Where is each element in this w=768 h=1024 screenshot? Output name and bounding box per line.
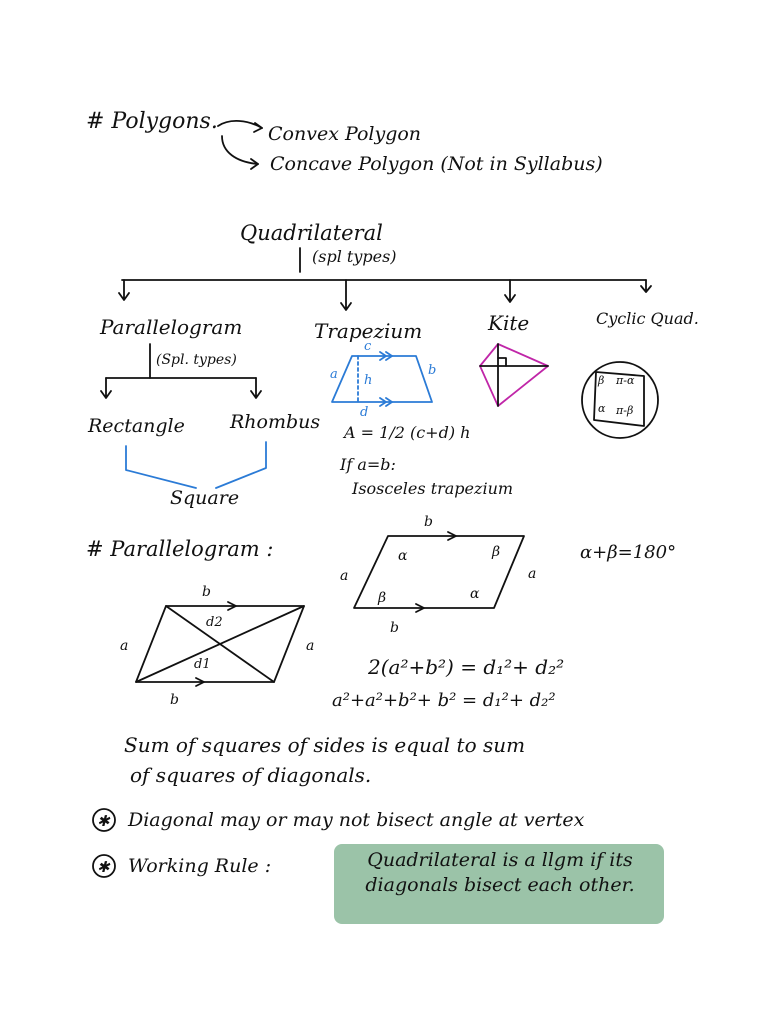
pgd-right-label: a (306, 638, 315, 654)
label-d1: d1 (194, 657, 211, 672)
working-rule-label: Working Rule : (128, 855, 272, 877)
isosceles-trapezium-label: Isosceles trapezium (352, 479, 514, 498)
merge-line-right (216, 442, 266, 488)
parallelogram-heading: # Parallelogram : (86, 537, 274, 561)
statement-line-2: of squares of diagonals. (130, 763, 372, 787)
cyclic-angle-alpha: α (598, 402, 606, 415)
trap-label-h: h (364, 373, 373, 388)
pgd-top-label: b (202, 584, 211, 600)
branch-down-arrow (251, 378, 261, 398)
type-kite: Kite (488, 311, 530, 335)
branch-down-arrow (505, 280, 515, 302)
label-d2: d2 (206, 615, 223, 630)
cyclic-angle-pi-alpha: π-α (616, 374, 635, 387)
quadrilateral-subtitle: (spl types) (312, 247, 397, 266)
rectangle-label: Rectangle (88, 415, 185, 437)
kite-shape (480, 344, 548, 406)
spl-types-label: (Spl. types) (156, 352, 237, 368)
branch-down-arrow (341, 280, 351, 310)
type-cyclic-quad: Cyclic Quad. (596, 309, 699, 328)
trapezium-shape (332, 356, 432, 402)
pg-right-label: a (528, 566, 537, 582)
type-parallelogram: Parallelogram (100, 315, 243, 339)
trapezium-condition: If a=b: (340, 455, 396, 474)
trap-label-c: c (364, 339, 372, 354)
pg-angle-beta-top: β (492, 544, 501, 560)
branch-down-arrow (641, 280, 651, 292)
merge-line-left (126, 446, 196, 488)
pg-bottom-label: b (390, 620, 399, 636)
quadrilateral-title: Quadrilateral (240, 221, 383, 245)
trap-label-d: d (360, 405, 369, 420)
cyclic-angle-pi-beta: π-β (616, 404, 634, 417)
pg-angle-alpha-bottom: α (470, 586, 480, 602)
formula-expanded: a²+a²+b²+ b² = d₁²+ d₂² (332, 690, 556, 711)
pgd-bottom-label: b (170, 692, 179, 708)
trap-label-b: b (428, 363, 437, 378)
formula-diagonal-sum: 2(a²+b²) = d₁²+ d₂² (368, 655, 565, 679)
polygons-heading: # Polygons. (86, 109, 218, 134)
pg-angle-alpha-top: α (398, 548, 408, 564)
bullet-diagonal-angle: Diagonal may or may not bisect angle at vertex (128, 809, 585, 831)
rhombus-label: Rhombus (230, 411, 321, 433)
pgd-left-label: a (120, 638, 129, 654)
bullet-star-glyph: ✱ (97, 858, 110, 876)
branch-down-arrow (101, 378, 111, 398)
type-trapezium: Trapezium (314, 319, 423, 343)
working-rule-text: Quadrilateral is a llgm if its diagonals bisect each other. (365, 849, 635, 896)
bullet-star-glyph: ✱ (97, 812, 110, 830)
cyclic-angle-beta: β (598, 374, 605, 387)
branch-down-arrow (119, 280, 129, 300)
statement-line-1: Sum of squares of sides is equal to sum (124, 733, 526, 757)
pg-angle-beta-bottom: β (378, 590, 387, 606)
pg-left-label: a (340, 568, 349, 584)
convex-polygon-label: Convex Polygon (268, 123, 422, 145)
square-label: Square (170, 487, 240, 509)
concave-polygon-label: Concave Polygon (Not in Syllabus) (270, 153, 603, 175)
angle-sum-rule: α+β=180° (580, 542, 677, 563)
trap-label-a: a (330, 367, 338, 382)
pg-top-label: b (424, 514, 433, 530)
trapezium-area-formula: A = 1/2 (c+d) h (344, 423, 471, 442)
branch-arrow-convex (218, 121, 262, 128)
right-angle-mark (498, 358, 506, 366)
